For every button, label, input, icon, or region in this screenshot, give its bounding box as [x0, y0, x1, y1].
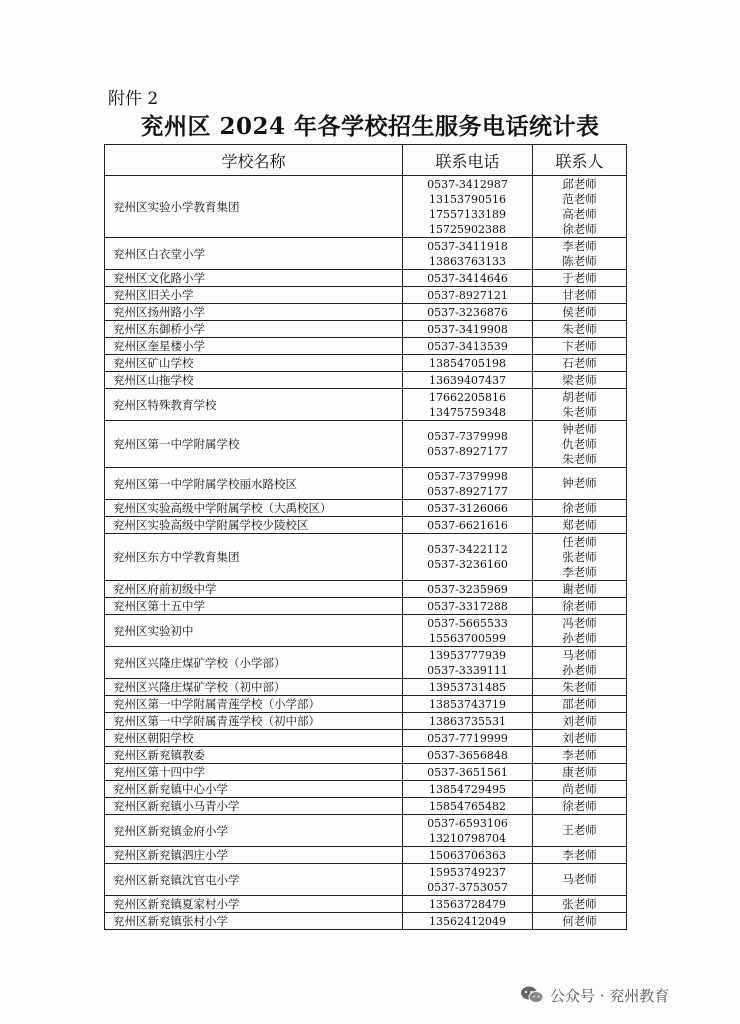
school-name-cell: 兖州区实验高级中学附属学校少陵校区 — [105, 517, 403, 534]
contact-cell — [533, 679, 627, 696]
contact-cell — [533, 372, 627, 389]
table-row — [105, 270, 627, 287]
table-row — [105, 713, 627, 730]
phone-number: 13953777939 — [429, 648, 506, 662]
table-row — [105, 913, 627, 930]
school-name-cell: 兖州区文化路小学 — [105, 270, 403, 287]
school-name-cell: 兖州区新兖镇中心小学 — [105, 781, 403, 798]
school-name-cell: 兖州区白衣堂小学 — [105, 238, 403, 270]
school-name-cell: 兖州区奎星楼小学 — [105, 338, 403, 355]
phone-cell — [403, 896, 533, 913]
contact-name: 马老师 — [562, 872, 597, 886]
table-row — [105, 500, 627, 517]
contact-name: 梁老师 — [562, 372, 597, 387]
school-name-cell: 兖州区实验高级中学附属学校（大禹校区） — [105, 500, 403, 517]
contact-name: 钟老师 — [562, 476, 597, 490]
phone-number: 0537-7719999 — [427, 731, 508, 745]
school-name-cell: 兖州区第一中学附属学校丽水路校区 — [105, 468, 403, 500]
contact-cell — [533, 534, 627, 581]
contact-cell — [533, 696, 627, 713]
phone-number: 0537-8927177 — [427, 445, 508, 458]
phone-number: 13475759348 — [429, 405, 506, 419]
table-row — [105, 534, 627, 581]
phone-number: 0537-3414646 — [427, 271, 508, 285]
contact-cell — [533, 913, 627, 930]
phone-number: 17557133189 — [429, 207, 506, 221]
table-row — [105, 615, 627, 647]
table-row — [105, 287, 627, 304]
contact-cell — [533, 815, 627, 847]
table-row — [105, 421, 627, 468]
phone-number: 0537-3411918 — [427, 239, 508, 253]
contact-name: 孙老师 — [562, 662, 597, 677]
table-row — [105, 798, 627, 815]
contact-cell — [533, 781, 627, 798]
phone-cell — [403, 647, 533, 679]
phone-cell — [403, 913, 533, 930]
contact-cell — [533, 321, 627, 338]
contact-name: 朱老师 — [562, 321, 597, 336]
contact-name: 侯老师 — [562, 304, 597, 319]
phone-number: 13863735531 — [429, 714, 506, 728]
phone-cell — [403, 389, 533, 421]
table-body — [105, 176, 627, 930]
table-header-row — [105, 145, 627, 176]
phone-cell — [403, 730, 533, 747]
phone-cell — [403, 696, 533, 713]
school-name-cell: 兖州区特殊教育学校 — [105, 389, 403, 421]
contact-name: 刘老师 — [562, 713, 597, 728]
phone-number: 0537-3753057 — [427, 880, 508, 894]
contact-cell — [533, 500, 627, 517]
phone-cell — [403, 581, 533, 598]
contact-name: 徐老师 — [562, 798, 597, 813]
phone-cell — [403, 747, 533, 764]
contact-name: 徐老师 — [562, 598, 597, 613]
contact-cell — [533, 389, 627, 421]
contact-name: 甘老师 — [562, 287, 597, 302]
phone-number: 0537-8927121 — [427, 288, 508, 302]
phone-cell — [403, 304, 533, 321]
phone-cell — [403, 815, 533, 847]
phone-number: 0537-3422112 — [427, 543, 508, 556]
phone-number: 0537-3236160 — [427, 558, 508, 571]
school-name-cell: 兖州区第一中学附属学校 — [105, 421, 403, 468]
phone-cell — [403, 500, 533, 517]
contact-name: 任老师 — [562, 534, 597, 549]
phone-number: 13854705198 — [429, 356, 506, 370]
page-title: 兖州区 2024 年各学校招生服务电话统计表 — [140, 113, 600, 140]
phone-cell — [403, 355, 533, 372]
phone-number: 15725902388 — [429, 222, 506, 236]
table-row — [105, 468, 627, 500]
table-row — [105, 847, 627, 864]
phone-cell — [403, 598, 533, 615]
school-name-cell: 兖州区旧关小学 — [105, 287, 403, 304]
table-row — [105, 815, 627, 847]
phone-cell — [403, 764, 533, 781]
contact-name: 郑老师 — [562, 517, 597, 532]
phone-number: 0537-3651561 — [427, 765, 508, 779]
school-name-cell: 兖州区新兖镇夏家村小学 — [105, 896, 403, 913]
school-name-cell: 兖州区新兖镇教委 — [105, 747, 403, 764]
contact-cell — [533, 615, 627, 647]
contact-cell — [533, 647, 627, 679]
phone-table — [104, 144, 627, 930]
phone-cell — [403, 517, 533, 534]
wechat-icon — [520, 985, 544, 1005]
contact-name: 何老师 — [562, 913, 597, 928]
contact-cell — [533, 338, 627, 355]
contact-name: 朱老师 — [562, 451, 597, 466]
contact-cell — [533, 864, 627, 896]
phone-number: 13563728479 — [429, 897, 506, 911]
contact-name: 王老师 — [562, 823, 597, 837]
contact-cell — [533, 730, 627, 747]
contact-name: 张老师 — [562, 549, 597, 564]
table-row — [105, 176, 627, 238]
contact-cell — [533, 238, 627, 270]
phone-cell — [403, 864, 533, 896]
phone-cell — [403, 847, 533, 864]
contact-name: 李老师 — [562, 847, 597, 862]
phone-number: 15063706363 — [429, 848, 506, 862]
contact-cell — [533, 847, 627, 864]
phone-cell — [403, 615, 533, 647]
phone-number: 15953749237 — [429, 865, 506, 879]
contact-name: 孙老师 — [562, 630, 597, 645]
phone-number: 0537-3235969 — [427, 582, 508, 596]
school-name-cell: 兖州区第一中学附属青莲学校（初中部） — [105, 713, 403, 730]
contact-cell — [533, 764, 627, 781]
table-row — [105, 747, 627, 764]
phone-number: 0537-8927177 — [427, 484, 508, 498]
contact-name: 仇老师 — [562, 436, 597, 451]
phone-number: 13153790516 — [429, 192, 506, 206]
table-row — [105, 338, 627, 355]
table-row — [105, 679, 627, 696]
phone-number: 15854765482 — [429, 799, 506, 813]
phone-cell — [403, 338, 533, 355]
contact-name: 钟老师 — [562, 421, 597, 436]
school-name-cell: 兖州区实验初中 — [105, 615, 403, 647]
contact-name: 胡老师 — [562, 389, 597, 404]
school-name-cell: 兖州区新兖镇泗庄小学 — [105, 847, 403, 864]
school-name-cell: 兖州区第一中学附属青莲学校（小学部） — [105, 696, 403, 713]
contact-name: 于老师 — [562, 270, 597, 285]
table-row — [105, 372, 627, 389]
school-name-cell: 兖州区第十五中学 — [105, 598, 403, 615]
contact-cell — [533, 798, 627, 815]
phone-number: 17662205816 — [429, 390, 506, 404]
phone-cell — [403, 468, 533, 500]
phone-number: 0537-3413539 — [427, 339, 508, 353]
phone-number: 0537-3412987 — [427, 177, 508, 191]
contact-cell — [533, 270, 627, 287]
contact-name: 朱老师 — [562, 404, 597, 419]
phone-cell — [403, 798, 533, 815]
school-name-cell: 兖州区东方中学教育集团 — [105, 534, 403, 581]
table-row — [105, 517, 627, 534]
phone-number: 0537-3419908 — [427, 322, 508, 336]
contact-name: 李老师 — [562, 564, 597, 579]
school-name-cell: 兖州区新兖镇沈官屯小学 — [105, 864, 403, 896]
school-name-cell: 兖州区兴隆庄煤矿学校（初中部） — [105, 679, 403, 696]
table-row — [105, 647, 627, 679]
school-name-cell: 兖州区府前初级中学 — [105, 581, 403, 598]
phone-number: 15563700599 — [429, 631, 506, 645]
phone-cell — [403, 679, 533, 696]
school-name-cell: 兖州区扬州路小学 — [105, 304, 403, 321]
header-contact: 联系人 — [533, 145, 627, 176]
school-name-cell: 兖州区新兖镇金府小学 — [105, 815, 403, 847]
contact-name: 徐老师 — [562, 221, 597, 236]
contact-name: 李老师 — [562, 747, 597, 762]
phone-number: 0537-5665533 — [427, 616, 508, 630]
table-row — [105, 781, 627, 798]
phone-cell — [403, 321, 533, 338]
phone-number: 13953731485 — [429, 680, 506, 694]
contact-name: 范老师 — [562, 191, 597, 206]
phone-number: 13562412049 — [429, 914, 506, 928]
contact-name: 高老师 — [562, 206, 597, 221]
table-row — [105, 764, 627, 781]
phone-number: 13863763133 — [429, 254, 506, 268]
school-name-cell: 兖州区东御桥小学 — [105, 321, 403, 338]
phone-number: 0537-3236876 — [427, 305, 508, 319]
phone-number: 0537-6593106 — [427, 816, 508, 830]
contact-cell — [533, 598, 627, 615]
contact-name: 邵老师 — [562, 696, 597, 711]
table-row — [105, 730, 627, 747]
contact-cell — [533, 176, 627, 238]
contact-name: 张老师 — [562, 896, 597, 911]
phone-number: 0537-3126066 — [427, 501, 508, 515]
contact-name: 石老师 — [562, 355, 597, 370]
contact-name: 陈老师 — [562, 253, 597, 268]
contact-name: 徐老师 — [562, 500, 597, 515]
table-row — [105, 696, 627, 713]
phone-number: 0537-7379998 — [427, 430, 508, 443]
watermark-text: 公众号 · 兖州教育 — [550, 986, 670, 1005]
contact-name: 朱老师 — [562, 679, 597, 694]
contact-name: 邱老师 — [562, 176, 597, 191]
contact-cell — [533, 896, 627, 913]
phone-number: 13210798704 — [429, 831, 506, 845]
phone-cell — [403, 270, 533, 287]
school-name-cell: 兖州区新兖镇小马青小学 — [105, 798, 403, 815]
table-row — [105, 598, 627, 615]
school-name-cell: 兖州区兴隆庄煤矿学校（小学部） — [105, 647, 403, 679]
phone-cell — [403, 176, 533, 238]
phone-number: 13853743719 — [429, 697, 506, 711]
table-row — [105, 389, 627, 421]
contact-name: 刘老师 — [562, 730, 597, 745]
contact-cell — [533, 355, 627, 372]
header-phone: 联系电话 — [403, 145, 533, 176]
phone-number: 0537-6621616 — [427, 518, 508, 532]
phone-number: 0537-3339111 — [427, 663, 508, 677]
contact-name: 卞老师 — [562, 338, 597, 353]
contact-cell — [533, 468, 627, 500]
contact-name: 冯老师 — [562, 615, 597, 630]
table-row — [105, 896, 627, 913]
attachment-label: 附件 2 — [108, 89, 159, 109]
phone-cell — [403, 372, 533, 389]
school-name-cell: 兖州区矿山学校 — [105, 355, 403, 372]
phone-cell — [403, 287, 533, 304]
phone-cell — [403, 713, 533, 730]
contact-cell — [533, 581, 627, 598]
contact-name: 康老师 — [562, 764, 597, 779]
school-name-cell: 兖州区新兖镇张村小学 — [105, 913, 403, 930]
school-name-cell: 兖州区山拖学校 — [105, 372, 403, 389]
table-row — [105, 238, 627, 270]
contact-cell — [533, 304, 627, 321]
school-name-cell: 兖州区朝阳学校 — [105, 730, 403, 747]
phone-cell — [403, 238, 533, 270]
contact-name: 马老师 — [562, 647, 597, 662]
phone-cell — [403, 534, 533, 581]
table-row — [105, 355, 627, 372]
contact-name: 尚老师 — [562, 781, 597, 796]
contact-cell — [533, 421, 627, 468]
contact-cell — [533, 747, 627, 764]
phone-number: 0537-3317288 — [427, 599, 508, 613]
phone-number: 0537-3656848 — [427, 748, 508, 762]
header-school: 学校名称 — [105, 145, 403, 176]
contact-cell — [533, 517, 627, 534]
watermark — [520, 982, 669, 1008]
phone-number: 0537-7379998 — [427, 469, 508, 483]
phone-cell — [403, 781, 533, 798]
school-name-cell: 兖州区实验小学教育集团 — [105, 176, 403, 238]
table-row — [105, 581, 627, 598]
phone-number: 13854729495 — [429, 782, 506, 796]
table-row — [105, 321, 627, 338]
phone-cell — [403, 421, 533, 468]
phone-number: 13639407437 — [429, 373, 506, 387]
table-row — [105, 864, 627, 896]
school-name-cell: 兖州区第十四中学 — [105, 764, 403, 781]
contact-name: 李老师 — [562, 238, 597, 253]
contact-name: 谢老师 — [562, 581, 597, 596]
contact-cell — [533, 287, 627, 304]
table-row — [105, 304, 627, 321]
contact-cell — [533, 713, 627, 730]
